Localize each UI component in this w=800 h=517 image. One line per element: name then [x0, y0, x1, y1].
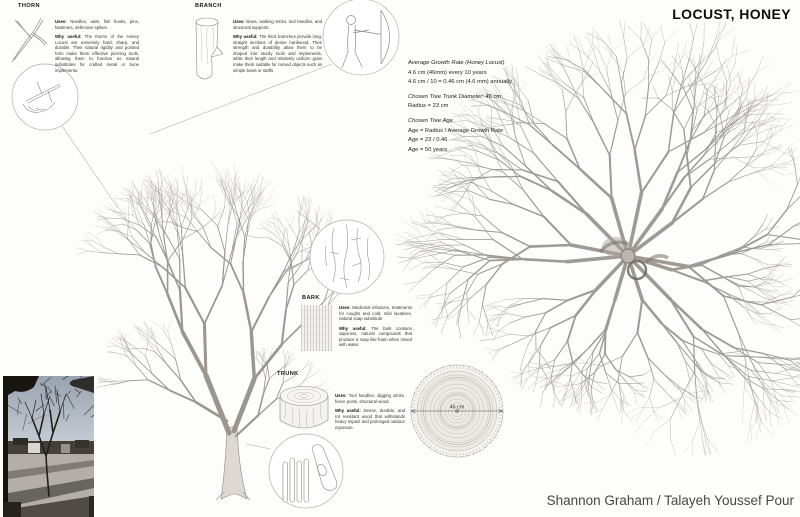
age-line: Age = 23 / 0.46	[408, 137, 448, 144]
calculations-block	[408, 59, 598, 155]
age-heading: Chosen Tree Age	[408, 117, 453, 124]
section-heading-bark: BARK	[302, 295, 320, 301]
branch-segment-sketch	[193, 13, 229, 103]
age-line: Age = Radius / Average Growth Rate	[408, 127, 504, 134]
bark-callout-circle	[310, 220, 384, 294]
tool-callout-circle	[269, 434, 343, 508]
trunk-uses-body: Tool handles, digging sticks, fence posts, structural wood.	[335, 393, 405, 404]
diameter-label: 46 cm	[449, 404, 465, 411]
trunk-text	[335, 393, 405, 434]
branch-uses-label: Uses:	[233, 19, 245, 24]
branch-why-body: The thick branches provide long, straight sections of dense hardwood. Their strength and durability allow them to be shaped into sturdy tools and implements, while their length and relatively uniform grain make them suitable for carved objects such as simple bows or staffs.	[233, 34, 322, 73]
credit-authors: Shannon Graham / Talayeh Youssef Pour	[546, 493, 794, 508]
bow-callout-circle	[323, 0, 399, 75]
bark-uses-label: Uses:	[339, 305, 351, 310]
page-title: LOCUST, HONEY	[672, 6, 791, 22]
bark-why-body: The bark contains saponins, natural compounds that produce a soap like foam when mixed with water.	[339, 325, 413, 348]
section-heading-trunk: TRUNK	[277, 371, 299, 377]
thorn-why	[55, 34, 139, 73]
diameter-heading: Chosen Tree Trunk Diameter: 46 cm	[408, 93, 502, 100]
bark-uses	[339, 305, 412, 322]
thorn-uses-body: Needles, awls, fish hooks, pins, fasteners, defensive spikes.	[55, 19, 139, 30]
thorn-uses-label: Uses:	[55, 19, 67, 24]
branch-text	[233, 19, 322, 77]
diameter-line: Radius = 23 cm	[408, 103, 449, 110]
branch-uses	[233, 19, 322, 30]
growth-rate-line: 4.6 cm / 10 = 0.46 cm (4.6 mm) annually	[408, 79, 512, 86]
trunk-uses	[335, 393, 405, 404]
thorn-why-label: Why useful:	[55, 34, 82, 40]
section-heading-branch: BRANCH	[195, 3, 222, 9]
branch-why	[233, 34, 322, 73]
branch-uses-body: Bows, walking sticks, tool handles, and structural supports.	[233, 19, 322, 30]
bark-texture-swatch	[301, 305, 332, 351]
thorn-sketch	[12, 18, 47, 62]
trunk-cross-section-diagram	[406, 363, 510, 463]
bark-why-label: Why useful:	[339, 325, 367, 331]
main-tree-trunk	[216, 426, 250, 500]
growth-rate-heading: Average Growth Rate (Honey Locust)	[408, 60, 505, 66]
bark-text	[339, 305, 412, 352]
age-line: Age = 50 years	[408, 146, 448, 153]
growth-rate-line: 4.6 cm (46mm) every 10 years	[408, 69, 487, 76]
trunk-why-label: Why useful:	[335, 408, 361, 414]
trunk-why	[335, 408, 405, 430]
section-heading-thorn: THORN	[18, 3, 40, 9]
trunk-why-body: Dense, durable, and rot resistant wood that withstands heavy impact and prolonged outdoor exposure.	[335, 408, 406, 430]
bark-uses-body: Medicinal infusions, treatments for coughs and cold, mild laxatives, natural soap substitute	[339, 305, 412, 322]
tree-photograph	[3, 376, 94, 517]
trunk-uses-label: Uses:	[335, 393, 347, 398]
bark-why	[339, 326, 412, 348]
thorn-uses	[55, 19, 139, 30]
thorn-why-body: The thorns of the Honey Locust are extremely hard, sharp, and durable. Their natural rigidity and pointed form make them effective piercing tools, allowing them to function as natural substitutes for crafted metal or bone implements.	[55, 34, 139, 73]
branch-why-label: Why useful:	[233, 34, 258, 40]
thorn-text	[55, 19, 139, 77]
trunk-log-sketch	[276, 382, 332, 438]
